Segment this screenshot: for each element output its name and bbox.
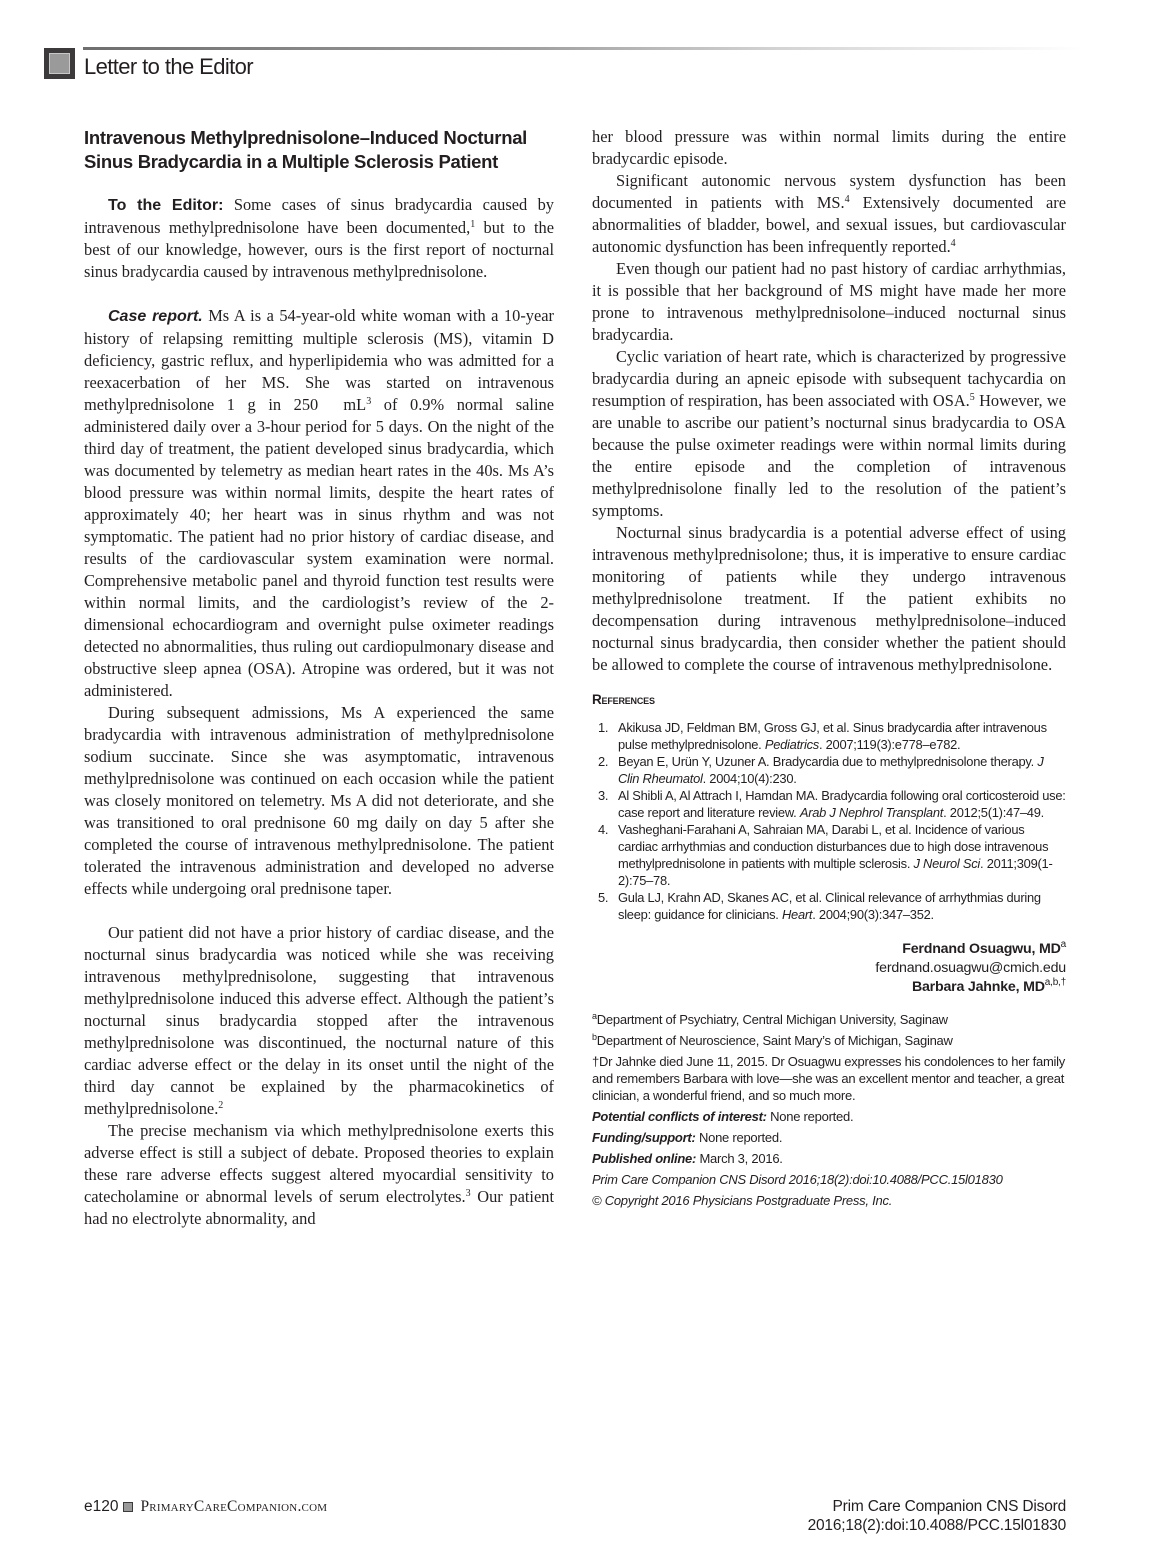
citation-ref: 3 — [465, 1188, 471, 1199]
article-title: Intravenous Methylprednisolone–Induced Nocturnal Sinus Bradycardia in a Multiple Sclerosis Patient — [84, 127, 528, 172]
conclusion-paragraph: Nocturnal sinus bradycardia is a potential adverse effect of using intravenous methylprednisolone; thus, it is imperative to ensure cardiac monitoring of patients while they undergo intravenous methylprednisolone treatment. If the patient exhibits no decompensation during intravenous methylprednisolone–induced nocturnal sinus bradycardia, then consider whether the patient should be allowed to complete the course of intravenous methylprednisolone. — [592, 523, 1066, 674]
conflicts-statement: Potential conflicts of interest: None reported. — [592, 1109, 854, 1124]
section-title: Letter to the Editor — [84, 54, 253, 79]
footer-right — [808, 1497, 1066, 1535]
mechanism-paragraph: The precise mechanism via which methylprednisolone exerts this adverse effect is still a subject of debate. Proposed theories to explain these rare adverse effects suggest altered myocardial sensitivity to catecholamine or abnormal levels of serum electrolytes.$^3$ Our patient had no electrolyte abnormality, and — [84, 1121, 554, 1228]
left-column — [84, 126, 554, 1230]
affiliation-a: $^a$Department of Psychiatry, Central Michigan University, Saginaw — [592, 1011, 948, 1027]
mechanism-continued: her blood pressure was within normal limits during the entire bradycardic episode. — [592, 127, 1066, 168]
autonomic-paragraph: Significant autonomic nervous system dysfunction has been documented in patients with MS.$^4$ Extensively documented are abnormalities of bladder, bowel, and sexual issues, but cardiovascular autonomic dysfunction has been infrequently reported.$^4$ — [592, 171, 1066, 256]
citation-ref: 4 — [844, 194, 850, 205]
affiliation-b: $^b$Department of Neuroscience, Saint Mary’s of Michigan, Saginaw — [592, 1032, 953, 1048]
reference-item: 2. Beyan E, Urün Y, Uzuner A. Bradycardia due to methylprednisolone therapy. J Clin Rheumatol. 2004;10(4):230. — [598, 754, 1044, 786]
citation-ref: 4 — [950, 238, 956, 249]
history-paragraph: Our patient did not have a prior history of cardiac disease, and the nocturnal sinus bradycardia was noticed while she was receiving intravenous methylprednisolone, suggesting that intravenous methylprednisolone induced this adverse effect. Although the patient’s nocturnal sinus bradycardia stopped after the intravenous methylprednisolone was discontinued, the nocturnal nature of this cardiac adverse effect or the delay in its onset until the night of the third day cannot be explained by the pharmacokinetics of methylprednisolone.$^2$ — [84, 923, 554, 1118]
citation-ref: 5 — [969, 392, 975, 403]
cyclic-variation-paragraph: Cyclic variation of heart rate, which is characterized by progressive bradycardia during an apneic episode with subsequent tachycardia on resumption of respiration, has been associated with OSA.$^5$ However, we are unable to ascribe our patient’s nocturnal sinus bradycardia to OSA because the pulse oximeter readings were within normal limits during the entire episode and the completion of intravenous methylprednisolone finally led to the resolution of the patient’s symptoms. — [592, 347, 1066, 520]
case-report-paragraph: Case report. Ms A is a 54-year-old white woman with a 10-year history of relapsing remitting multiple sclerosis (MS), vitamin D deficiency, gastric reflux, and hyperlipidemia who was admitted for a reexacerbation of her MS. She was started on intravenous methylprednisolone 1 g in 250 $mL^3$ of 0.9% normal saline administered daily over a 3-hour period for 5 days. On the night of the third day of treatment, the patient developed sinus bradycardia, which was documented by telemetry as median heart rates in the 40s. Ms A’s blood pressure was within normal limits, despite the heart rates of approximately 40; her heart was in sinus rhythm and was not symptomatic. The patient had no prior history of cardiac disease, and results of the cardiovascular system examination were normal. Comprehensive metabolic panel and thyroid function test results were within normal limits, and the cardiologist’s review of the 2-dimensional echocardiogram and overnight pulse oximeter readings detected no abnormalities, thus ruling out cardiopulmonary disease and obstructive sleep apnea (OSA). Atropine was ordered, but it was not administered. — [84, 306, 554, 700]
citation-line: Prim Care Companion CNS Disord 2016;18(2):doi:10.4088/PCC.15l01830 — [592, 1172, 1003, 1187]
article-notes — [592, 1011, 1066, 1209]
footer-left — [84, 1498, 327, 1516]
citation-ref: 3 — [366, 396, 372, 407]
citation-ref: 1 — [470, 219, 476, 230]
funding-statement: Funding/support: None reported. — [592, 1130, 783, 1145]
author-name: Barbara Jahnke, $MD^{a,b,\dagger}$ — [911, 977, 1066, 995]
author-block — [592, 940, 1066, 997]
page-number: e120 — [84, 1498, 119, 1515]
journal-name: Pediatrics — [764, 737, 819, 752]
journal-name: J Clin Rheumatol — [618, 754, 1044, 786]
author-name: Ferdnand Osuagwu, $MD^a$ — [902, 939, 1066, 957]
journal-name-footer: Prim Care Companion CNS Disord — [832, 1498, 1066, 1515]
right-column — [592, 126, 1066, 1213]
reference-item: 5. Gula LJ, Krahn AD, Skanes AC, et al. Clinical relevance of arrhythmias during sleep: guidance for clinicians. Heart. 2004;90(3):347–352. — [598, 890, 1041, 922]
memorial-note: †Dr Jahnke died June 11, 2015. Dr Osuagwu expresses his condolences to her family and remembers Barbara with love—she was an excellent mentor and teacher, a great clinician, a wonderful friend, and so much more. — [592, 1054, 1066, 1103]
site-link[interactable]: PrimaryCareCompanion.com — [140, 1498, 328, 1515]
journal-name: Arab J Nephrol Transplant — [799, 805, 944, 820]
section-header — [44, 46, 1074, 82]
background-paragraph: Even though our patient had no past history of cardiac arrhythmias, it is possible that her background of MS might have made her more prone to intravenous methylprednisolone–induced nocturnal sinus bradycardia. — [592, 259, 1066, 344]
reference-item: 3. Al Shibli A, Al Attrach I, Hamdan MA. Bradycardia following oral corticosteroid use: case report and literature review. Arab J Nephrol Transplant. 2012;5(1):47–49. — [598, 788, 1066, 820]
journal-doi-footer: 2016;18(2):doi:10.4088/PCC.15l01830 — [807, 1517, 1066, 1534]
journal-name: Heart — [781, 907, 813, 922]
journal-name: J Neurol Sci — [913, 856, 981, 871]
case-report-lead-in: Case report. — [108, 308, 203, 325]
square-bullet-icon — [44, 48, 75, 79]
copyright-line: © Copyright 2016 Physicians Postgraduate Press, Inc. — [592, 1193, 893, 1208]
header-rule — [83, 47, 1083, 50]
published-date: Published online: March 3, 2016. — [592, 1151, 783, 1166]
reference-item: 4. Vasheghani-Farahani A, Sahraian MA, Darabi L, et al. Incidence of various cardiac arrhythmias and conduction disturbances due to high dose intravenous methylprednisolone in patients with multiple sclerosis. J Neurol Sci. 2011;309(1-2):75–78. — [598, 822, 1053, 888]
subsequent-admissions-paragraph: During subsequent admissions, Ms A experienced the same bradycardia with intravenous administration of methylprednisolone sodium succinate. Since she was asymptomatic, intravenous methylprednisolone was continued on each occasion while the patient was closely monitored on telemetry. Ms A did not deteriorate, and she was transitioned to oral prednisone 60 mg daily on day 5 after she completed the course of intravenous methylprednisolone. The patient tolerated the intravenous administration and developed no adverse effects while undergoing oral prednisone taper. — [84, 703, 554, 898]
square-bullet-icon — [123, 1502, 133, 1512]
references-heading: References — [592, 692, 655, 707]
author-email-link[interactable]: ferdnand.osuagwu@cmich.edu — [875, 960, 1066, 976]
reference-item: 1. Akikusa JD, Feldman BM, Gross GJ, et al. Sinus bradycardia after intravenous pulse methylprednisolone. Pediatrics. 2007;119(3):e778–e782. — [598, 720, 1047, 752]
intro-paragraph: To the Editor: Some cases of sinus bradycardia caused by intravenous methylprednisolone have been documented,$^1$ but to the best of our knowledge, however, ours is the first report of nocturnal sinus bradycardia caused by intravenous methylprednisolone. — [84, 195, 555, 281]
citation-ref: 2 — [218, 1100, 224, 1111]
references-list — [592, 719, 1066, 923]
intro-lead-in: To the Editor: — [108, 197, 224, 214]
